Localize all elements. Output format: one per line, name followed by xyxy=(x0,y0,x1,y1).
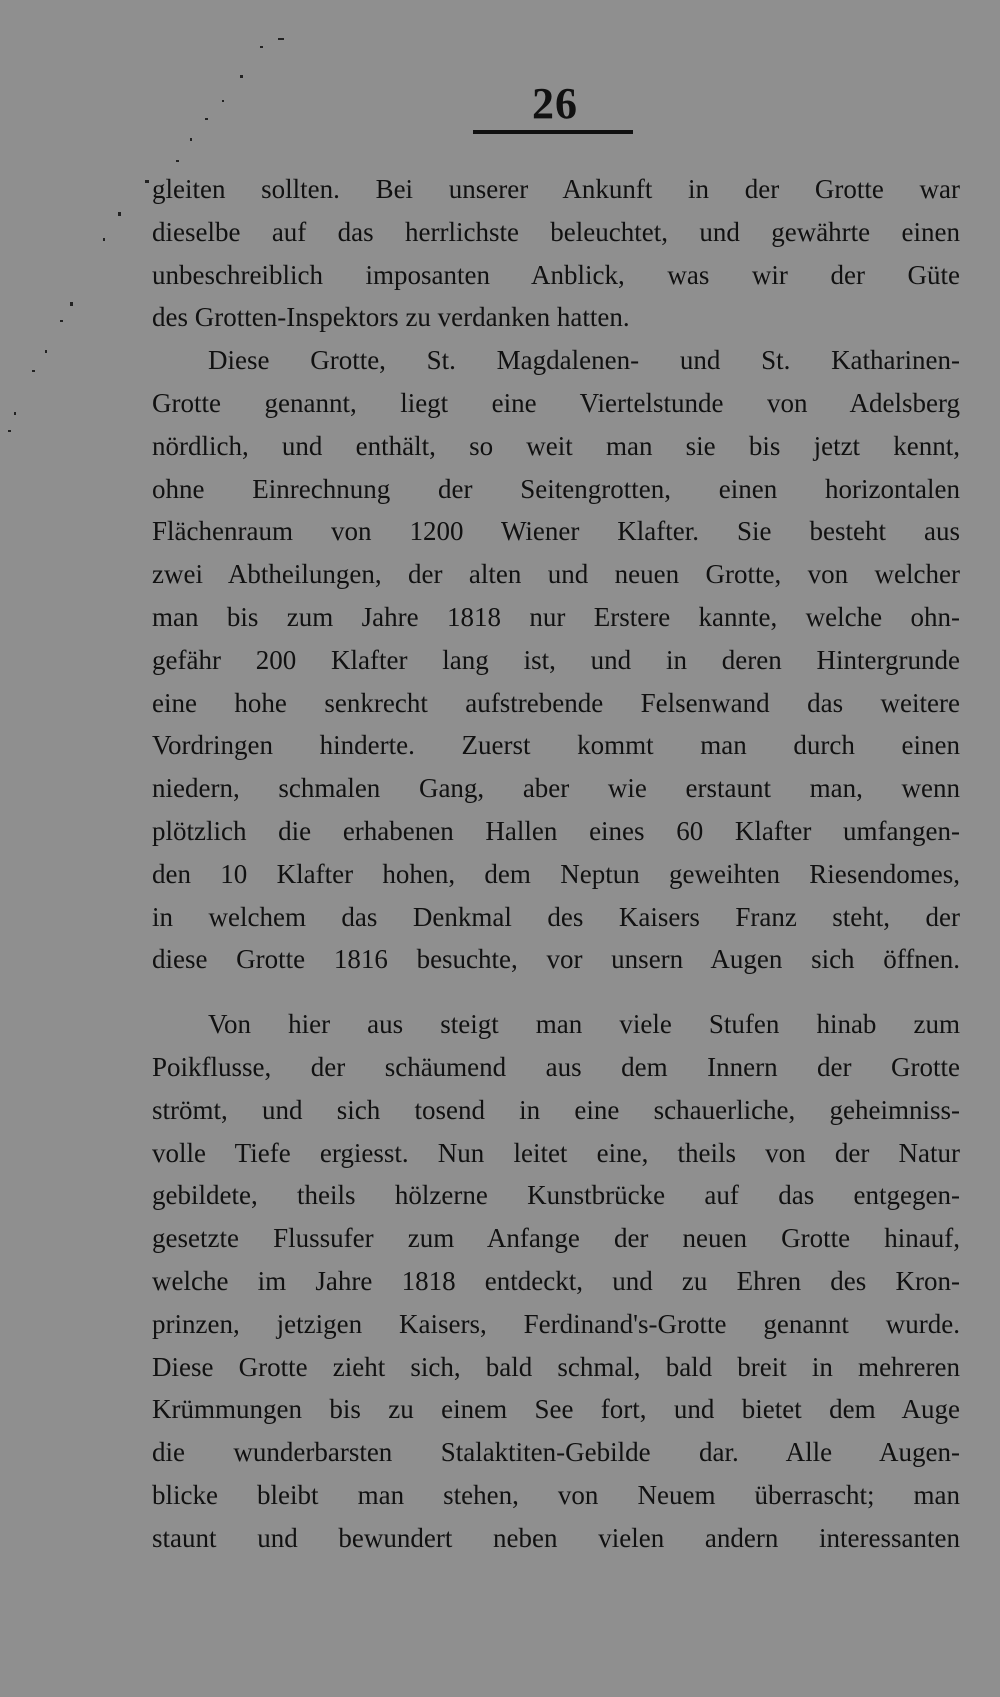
text-line: Poikflusse, der schäumend aus dem Innern der Grotte xyxy=(152,1051,960,1082)
text-line: niedern, schmalen Gang, aber wie erstaunt man, wenn xyxy=(152,773,960,804)
text-line: man bis zum Jahre 1818 nur Erstere kannte, welche ohn- xyxy=(152,601,960,632)
text-line: Krümmungen bis zu einem See fort, und bietet dem Auge xyxy=(152,1394,960,1425)
text-line: Von hier aus steigt man viele Stufen hinab zum xyxy=(208,1009,960,1040)
text-line: eine hohe senkrecht aufstrebende Felsenwand das weitere xyxy=(152,687,960,718)
text-line: prinzen, jetzigen Kaisers, Ferdinand's-Grotte genannt wurde. xyxy=(152,1308,960,1339)
paragraph-3 xyxy=(152,1003,960,1559)
text-line: staunt und bewundert neben vielen andern interessanten xyxy=(152,1522,960,1553)
text-line: den 10 Klafter hohen, dem Neptun geweihten Riesendomes, xyxy=(152,858,960,889)
page-number: 26 xyxy=(532,79,578,128)
paragraph-gap xyxy=(152,981,960,1003)
text-line: Vordringen hinderte. Zuerst kommt man durch einen xyxy=(152,730,960,761)
text-line: strömt, und sich tosend in eine schauerliche, geheimniss- xyxy=(152,1094,960,1125)
text-line: volle Tiefe ergiesst. Nun leitet eine, theils von der Natur xyxy=(152,1137,960,1168)
text-line: Flächenraum von 1200 Wiener Klafter. Sie besteht aus xyxy=(152,516,960,547)
text-line: gleiten sollten. Bei unserer Ankunft in der Grotte war xyxy=(152,174,960,204)
text-line: Diese Grotte zieht sich, bald schmal, bald breit in mehreren xyxy=(152,1351,960,1382)
text-line: unbeschreiblich imposanten Anblick, was wir der Güte xyxy=(152,259,960,290)
text-line: gebildete, theils hölzerne Kunstbrücke auf das entgegen- xyxy=(152,1180,960,1211)
text-line: gefähr 200 Klafter lang ist, und in deren Hintergrunde xyxy=(152,644,960,675)
text-line: dieselbe auf das herrlichste beleuchtet, und gewährte einen xyxy=(152,216,960,247)
paragraph-2 xyxy=(152,339,960,981)
text-line: Grotte genannt, liegt eine Viertelstunde von Adelsberg xyxy=(152,387,960,418)
text-line: blicke bleibt man stehen, von Neuem überrascht; man xyxy=(152,1479,960,1510)
text-line: gesetzte Flussufer zum Anfange der neuen Grotte hinauf, xyxy=(152,1223,960,1254)
text-line: plötzlich die erhabenen Hallen eines 60 Klafter umfangen- xyxy=(152,815,960,846)
text-line: des Grotten-Inspektors zu verdanken hatten. xyxy=(152,302,630,333)
text-line: ohne Einrechnung der Seitengrotten, einen horizontalen xyxy=(152,473,960,504)
header-rule xyxy=(473,130,633,134)
text-line: zwei Abtheilungen, der alten und neuen Grotte, von welcher xyxy=(152,559,960,590)
text-line: Diese Grotte, St. Magdalenen- und St. Katharinen- xyxy=(208,345,960,376)
text-line: diese Grotte 1816 besuchte, vor unsern Augen sich öffnen. xyxy=(152,944,960,975)
text-line: in welchem das Denkmal des Kaisers Franz steht, der xyxy=(152,901,960,932)
paragraph-1 xyxy=(152,168,960,339)
text-line: welche im Jahre 1818 entdeckt, und zu Ehren des Kron- xyxy=(152,1265,960,1296)
body-text xyxy=(152,168,960,1560)
text-line: nördlich, und enthält, so weit man sie bis jetzt kennt, xyxy=(152,430,960,461)
text-line: die wunderbarsten Stalaktiten-Gebilde dar. Alle Augen- xyxy=(152,1437,960,1468)
